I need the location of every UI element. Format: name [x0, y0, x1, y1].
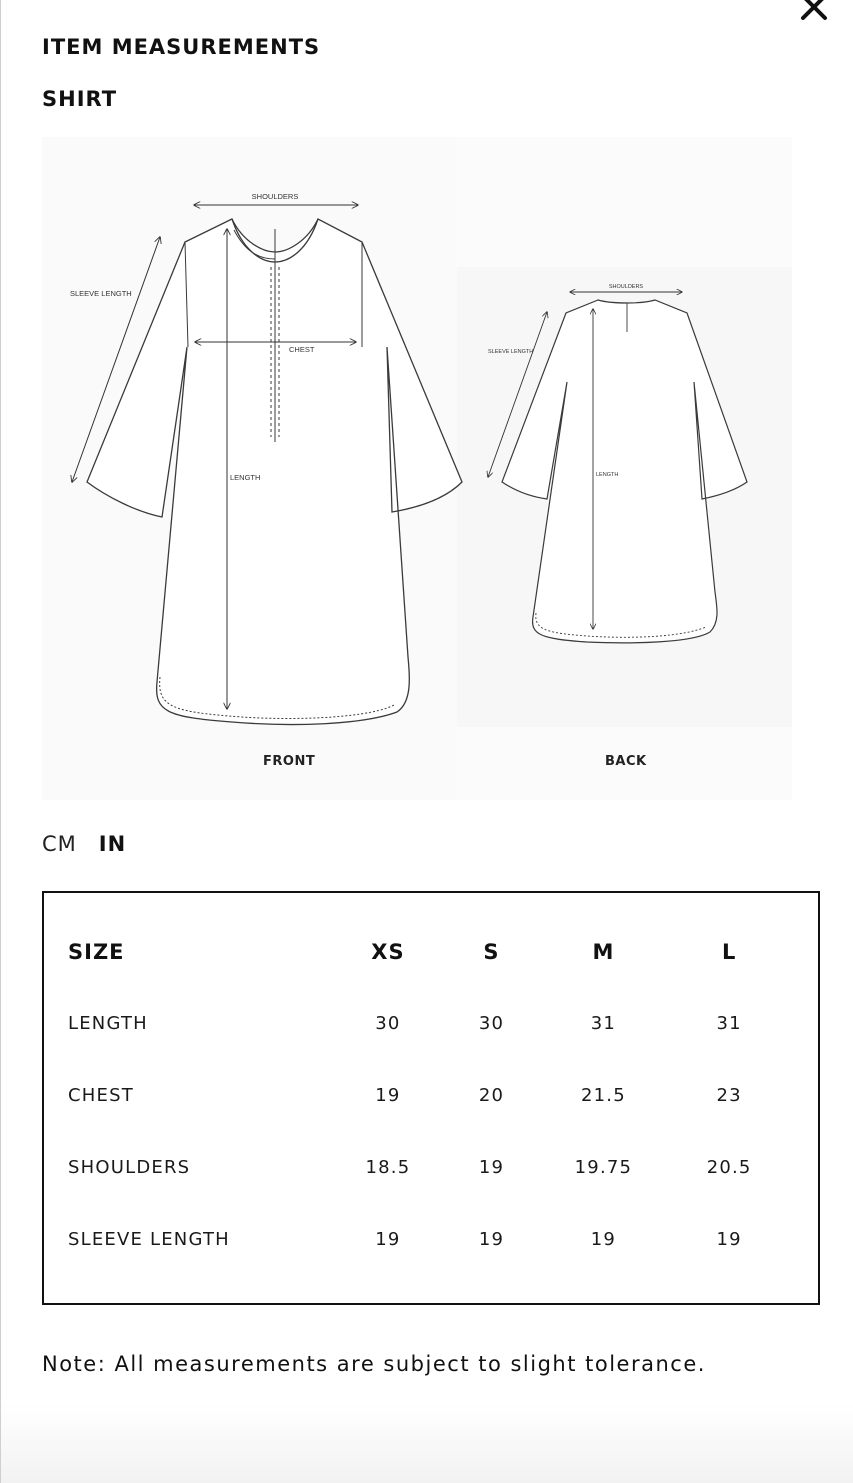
table-cell: 31 [590, 1012, 617, 1034]
header-s: S [483, 940, 500, 964]
table-cell: 19 [478, 1228, 505, 1250]
table-cell: 31 [716, 1012, 742, 1034]
front-chest-label: CHEST [289, 345, 315, 354]
row-label: LENGTH [68, 1012, 148, 1034]
table-cell: 19 [716, 1228, 742, 1250]
header-l: L [721, 940, 737, 964]
table-cell: 23 [716, 1084, 742, 1106]
table-cell: 19 [478, 1156, 505, 1178]
modal-title: ITEM MEASUREMENTS [42, 35, 321, 59]
table-cell: 19 [375, 1084, 401, 1106]
table-row [68, 1059, 798, 1131]
table-cell: 19 [375, 1228, 401, 1250]
front-length-label: LENGTH [230, 473, 261, 482]
back-sleeve-label: SLEEVE LENGTH [488, 349, 534, 355]
unit-option-cm[interactable]: CM [42, 832, 77, 856]
table-row [68, 987, 798, 1059]
table-header-row [68, 917, 798, 987]
table-cell: 30 [375, 1012, 401, 1034]
garment-diagram [42, 137, 792, 800]
close-button[interactable] [797, 0, 831, 24]
front-shoulders-label: SHOULDERS [251, 192, 299, 201]
close-icon [797, 0, 831, 24]
back-shoulders-label: SHOULDERS [608, 284, 644, 290]
row-label: SHOULDERS [68, 1156, 191, 1178]
bottom-fade [1, 1403, 853, 1483]
garment-title: SHIRT [42, 87, 118, 111]
table-cell: 30 [478, 1012, 505, 1034]
table-cell: 19.75 [574, 1156, 633, 1178]
header-xs: XS [371, 940, 405, 964]
row-label: SLEEVE LENGTH [68, 1228, 230, 1250]
back-length-label: LENGTH [596, 472, 619, 478]
size-table [68, 917, 798, 1275]
unit-toggle [42, 832, 126, 856]
table-cell: 20.5 [706, 1156, 752, 1178]
row-label: CHEST [68, 1084, 134, 1106]
measurement-illustration [42, 137, 792, 800]
back-view-label: BACK [605, 754, 647, 769]
tolerance-note: Note: All measurements are subject to slight tolerance. [42, 1352, 706, 1376]
size-chart [42, 891, 820, 1305]
table-row [68, 1203, 798, 1275]
table-cell: 21.5 [580, 1084, 626, 1106]
front-sleeve-label: SLEEVE LENGTH [70, 289, 132, 298]
table-cell: 18.5 [365, 1156, 411, 1178]
unit-option-in[interactable]: IN [98, 832, 127, 856]
header-m: M [592, 940, 615, 964]
table-row [68, 1131, 798, 1203]
table-cell: 19 [590, 1228, 617, 1250]
front-view-label: FRONT [263, 754, 316, 769]
table-cell: 20 [478, 1084, 505, 1106]
header-size: SIZE [68, 940, 125, 964]
